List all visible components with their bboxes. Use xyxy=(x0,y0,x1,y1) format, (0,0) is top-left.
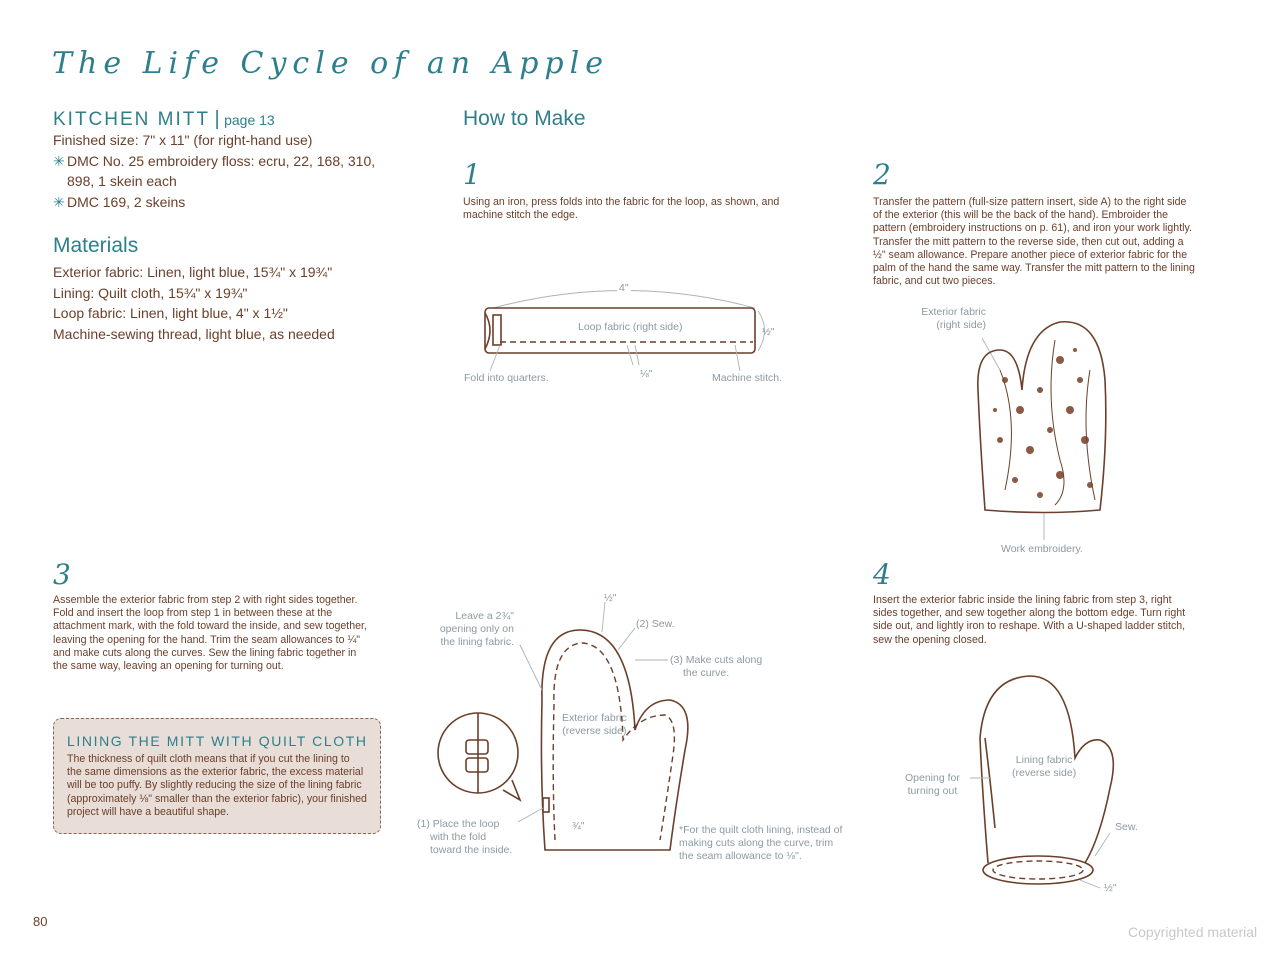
finished-size: Finished size: 7" x 11" (for right-hand use) xyxy=(53,132,313,148)
floss-1-text: DMC No. 25 embroidery floss: ecru, 22, 168, 310, xyxy=(67,152,376,169)
place-loop-line: (1) Place the loop xyxy=(417,818,500,830)
quilt-note-line: *For the quilt cloth lining, instead of xyxy=(679,824,843,836)
place-loop-label xyxy=(417,818,512,857)
quilt-note-line: making cuts along the curve, trim xyxy=(679,837,834,849)
exterior-reverse-label xyxy=(562,712,627,738)
three-quarter-label: ¾" xyxy=(572,820,585,832)
machine-stitch-label: Machine stitch. xyxy=(712,372,783,384)
fold-label: Fold into quarters. xyxy=(464,372,549,384)
exterior-reverse-line: Exterior fabric xyxy=(562,712,627,724)
how-to-heading: How to Make xyxy=(463,107,586,130)
sew-label: (2) Sew. xyxy=(636,618,675,630)
step-4-text: Insert the exterior fabric inside the lining fabric from step 3, right sides together, and sew together along the bottom edge. Turn right side out, and lightly iron to reshape. With a U-shaped ladder stitch, sew the opening closed. xyxy=(873,594,1186,646)
material-item: Machine-sewing thread, light blue, as needed xyxy=(53,325,335,342)
cuts-label xyxy=(670,654,762,680)
copyright-notice: Copyrighted material xyxy=(1128,924,1258,940)
tip-heading: LINING THE MITT WITH QUILT CLOTH xyxy=(67,733,368,749)
cuts-line: the curve. xyxy=(683,667,730,679)
opening-line: Opening for xyxy=(905,772,960,784)
leave-opening-line: the lining fabric. xyxy=(440,636,514,648)
step-2-number: 2 xyxy=(873,158,891,191)
floss-2-text: DMC 169, 2 skeins xyxy=(67,193,186,210)
place-loop-line: toward the inside. xyxy=(430,844,513,856)
page-reference: page 13 xyxy=(224,112,275,128)
tip-box xyxy=(53,718,381,834)
project-specs xyxy=(53,130,413,212)
spec-floss-2 xyxy=(53,192,413,213)
half-inch-label: ½" xyxy=(604,592,617,604)
opening-line: turning out xyxy=(907,785,958,797)
material-item: Loop fabric: Linen, light blue, 4" x 1½" xyxy=(53,305,288,321)
half-inch-4-label: ½" xyxy=(1104,882,1117,894)
step-1-number: 1 xyxy=(463,158,481,191)
page-title: The Life Cycle of an Apple xyxy=(52,46,609,81)
material-item: Lining: Quilt cloth, 15¾" x 19¾" xyxy=(53,284,248,301)
bullet-icon: ✳ xyxy=(53,193,65,210)
lining-reverse-line: Lining fabric xyxy=(1015,754,1073,766)
work-embroidery-label: Work embroidery. xyxy=(1001,543,1083,555)
lining-reverse-line: (reverse side) xyxy=(1012,767,1077,779)
exterior-label-line: Exterior fabric xyxy=(921,306,986,318)
loop-height-label: ½" xyxy=(762,326,775,338)
materials-heading: Materials xyxy=(53,234,139,257)
leave-opening-line: Leave a 2¾" xyxy=(455,610,514,622)
place-loop-line: with the fold xyxy=(430,831,487,843)
opening-label xyxy=(905,772,960,798)
step-3-text: Assemble the exterior fabric from step 2 with right sides together. Fold and insert the loop from step 1 in between these at the attachment mark, with the fold toward the inside, and sew together, leaving the opening for the hand. Trim the seam allowances to ¼" and make cuts along the curves. Sew the lining fabric together in the same way, leaving an opening for turning out. xyxy=(53,594,367,673)
sew-4-label: Sew. xyxy=(1115,821,1138,833)
spec-floss-1 xyxy=(53,151,413,172)
loop-fabric-label: Loop fabric (right side) xyxy=(578,321,683,333)
material-item: Exterior fabric: Linen, light blue, 15¾" x 19¾" xyxy=(53,264,333,280)
cuts-line: (3) Make cuts along xyxy=(670,654,763,666)
tip-text: The thickness of quilt cloth means that if you cut the lining to the same dimensions as the exterior fabric, the excess material will be too puffy. By slightly reducing the size of the lining fabric (approximately ⅛" smaller than the exterior fabric), your finished project will have a beautiful shape. xyxy=(67,753,367,818)
step-4-number: 4 xyxy=(873,558,891,591)
finished-mitt-diagram xyxy=(960,668,1160,898)
step-3-number: 3 xyxy=(53,558,71,591)
project-header xyxy=(53,108,413,131)
title-separator: | xyxy=(214,108,220,130)
bullet-icon: ✳ xyxy=(53,152,65,169)
leave-opening-line: opening only on xyxy=(439,623,514,635)
exterior-reverse-line: (reverse side) xyxy=(562,725,627,737)
floss-1-cont: 898, 1 skein each xyxy=(67,173,177,189)
materials-list xyxy=(53,262,423,344)
embroidered-mitt-diagram xyxy=(960,310,1120,540)
page-number: 80 xyxy=(33,914,48,929)
project-name: KITCHEN MITT xyxy=(53,109,210,130)
lining-reverse-label xyxy=(1012,754,1076,780)
loop-width-label: 4" xyxy=(619,282,629,294)
seam-label: ⅛" xyxy=(640,368,653,380)
quilt-note-label xyxy=(679,824,842,863)
step-2-text: Transfer the pattern (full-size pattern insert, side A) to the right side of the exterior (this will be the back of the hand). Embroider the pattern (embroidery instructions on p. 61), and iron your work lightly. Transfer the mitt pattern to the reverse side, then cut out, adding a ½" seam allowance. Prepare another piece of exterior fabric for the palm of the hand the same way. Transfer the mitt pattern to the lining fabric, and cut two pieces. xyxy=(873,196,1195,288)
leave-opening-label xyxy=(428,610,514,649)
step-1-text: Using an iron, press folds into the fabric for the loop, as shown, and machine stitch the edge. xyxy=(463,196,780,222)
quilt-note-line: the seam allowance to ⅛". xyxy=(679,850,802,862)
exterior-label-line: (right side) xyxy=(936,319,986,331)
